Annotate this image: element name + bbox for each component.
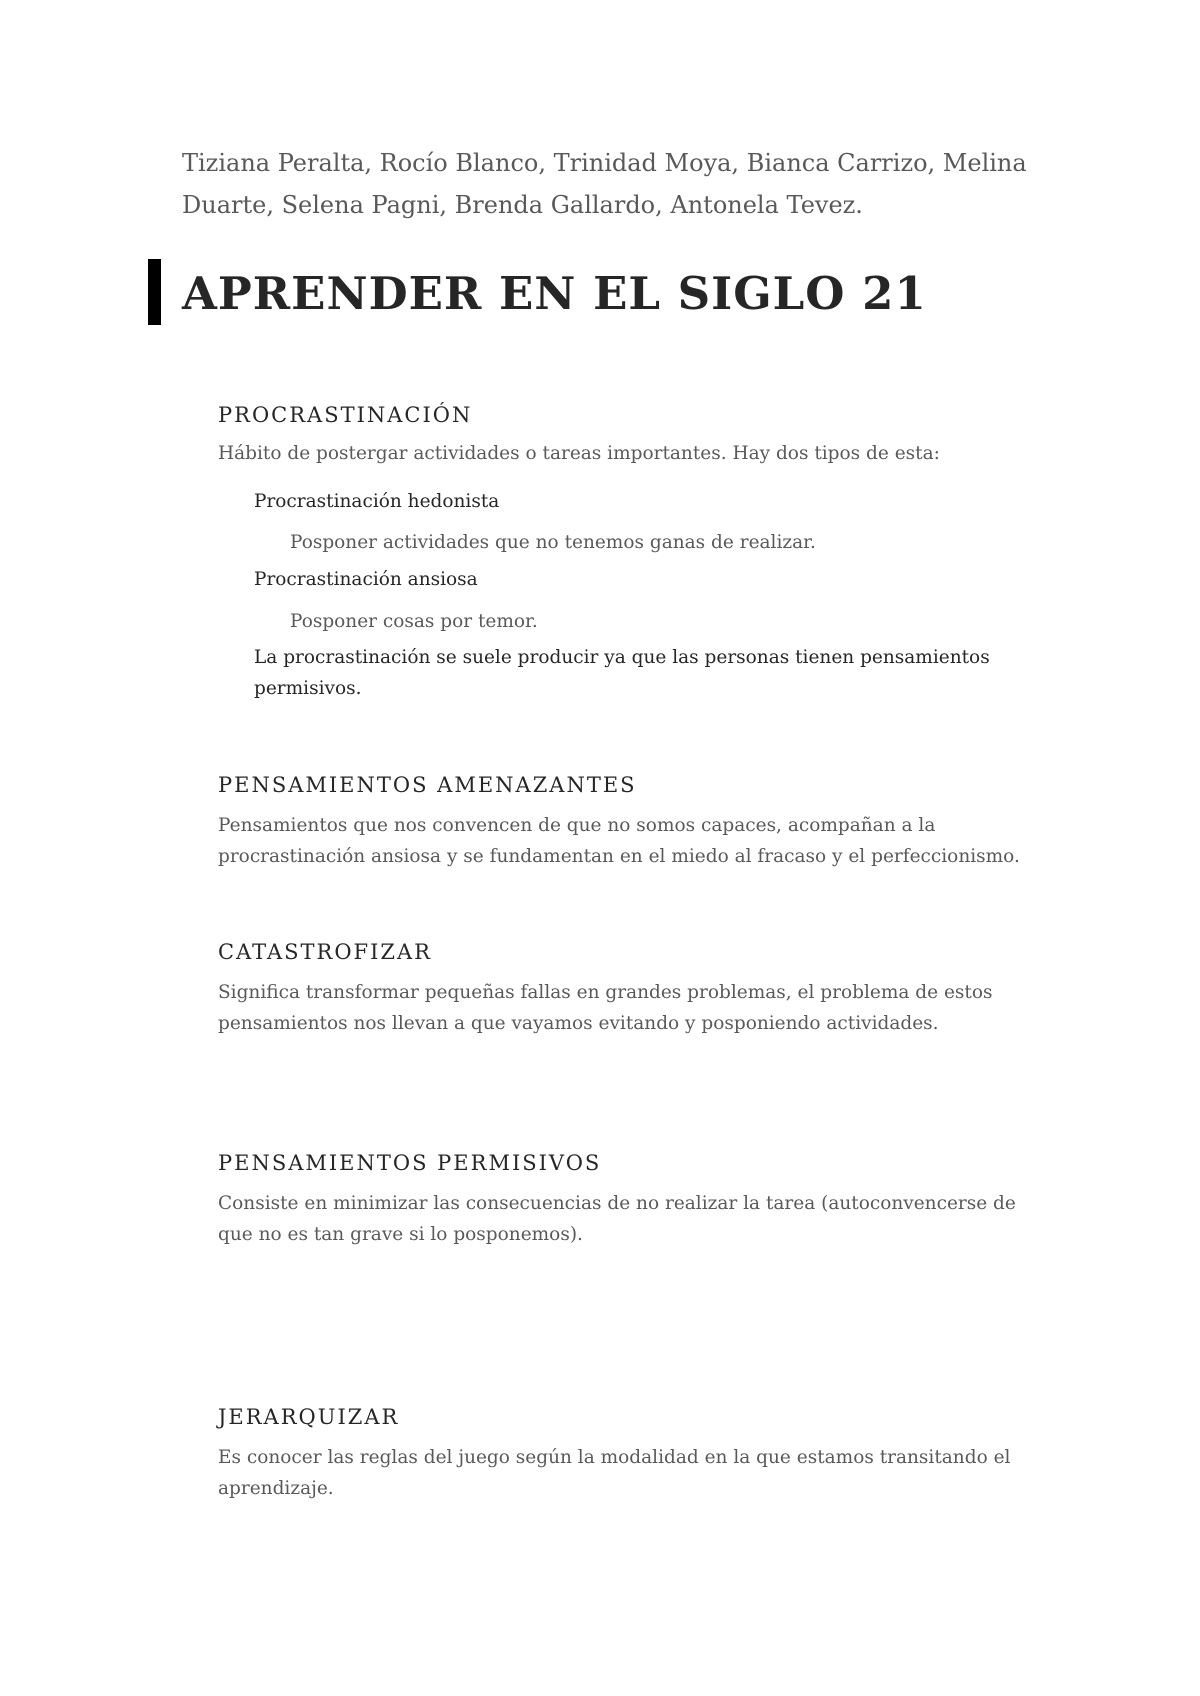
sub-item-text: Posponer actividades que no tenemos ganas de realizar. <box>290 532 816 553</box>
section-heading: PROCRASTINACIÓN <box>218 403 473 427</box>
section-body: Significa transformar pequeñas fallas en grandes problemas, el problema de estos pensamientos nos llevan a que vayamos evitando y posponiendo actividades. <box>218 982 993 1034</box>
title-accent-bar <box>148 259 161 325</box>
section-catastrofizar <box>218 937 1048 1039</box>
section-note: La procrastinación se suele producir ya que las personas tienen pensamientos permisivos. <box>254 647 990 699</box>
section-body: Hábito de postergar actividades o tareas importantes. Hay dos tipos de esta: <box>218 443 940 464</box>
section-jerarquizar <box>218 1402 1048 1504</box>
section-heading: JERARQUIZAR <box>218 1405 400 1429</box>
section-body: Pensamientos que nos convencen de que no somos capaces, acompañan a la procrastinación ansiosa y se fundamentan en el miedo al fracaso y el perfeccionismo. <box>218 815 1020 867</box>
sub-item-text: Posponer cosas por temor. <box>290 611 538 632</box>
section-body: Es conocer las reglas del juego según la modalidad en la que estamos transitando el aprendizaje. <box>218 1447 1011 1499</box>
section-heading: PENSAMIENTOS AMENAZANTES <box>218 773 637 797</box>
section-pensamientos-amenazantes <box>218 770 1048 872</box>
section-heading: CATASTROFIZAR <box>218 940 432 964</box>
sub-item-title: Procrastinación ansiosa <box>254 569 478 590</box>
section-heading: PENSAMIENTOS PERMISIVOS <box>218 1151 602 1175</box>
section-pensamientos-permisivos <box>218 1148 1048 1250</box>
authors-line: Tiziana Peralta, Rocío Blanco, Trinidad Moya, Bianca Carrizo, Melina Duarte, Selena Pagni, Brenda Gallardo, Antonela Tevez. <box>182 149 1027 219</box>
document-title: APRENDER EN EL SIGLO 21 <box>182 267 927 320</box>
section-procrastinacion <box>218 400 1048 710</box>
section-body: Consiste en minimizar las consecuencias de no realizar la tarea (autoconvencerse de que no es tan grave si lo posponemos). <box>218 1193 1016 1245</box>
sub-item-title: Procrastinación hedonista <box>254 491 500 512</box>
